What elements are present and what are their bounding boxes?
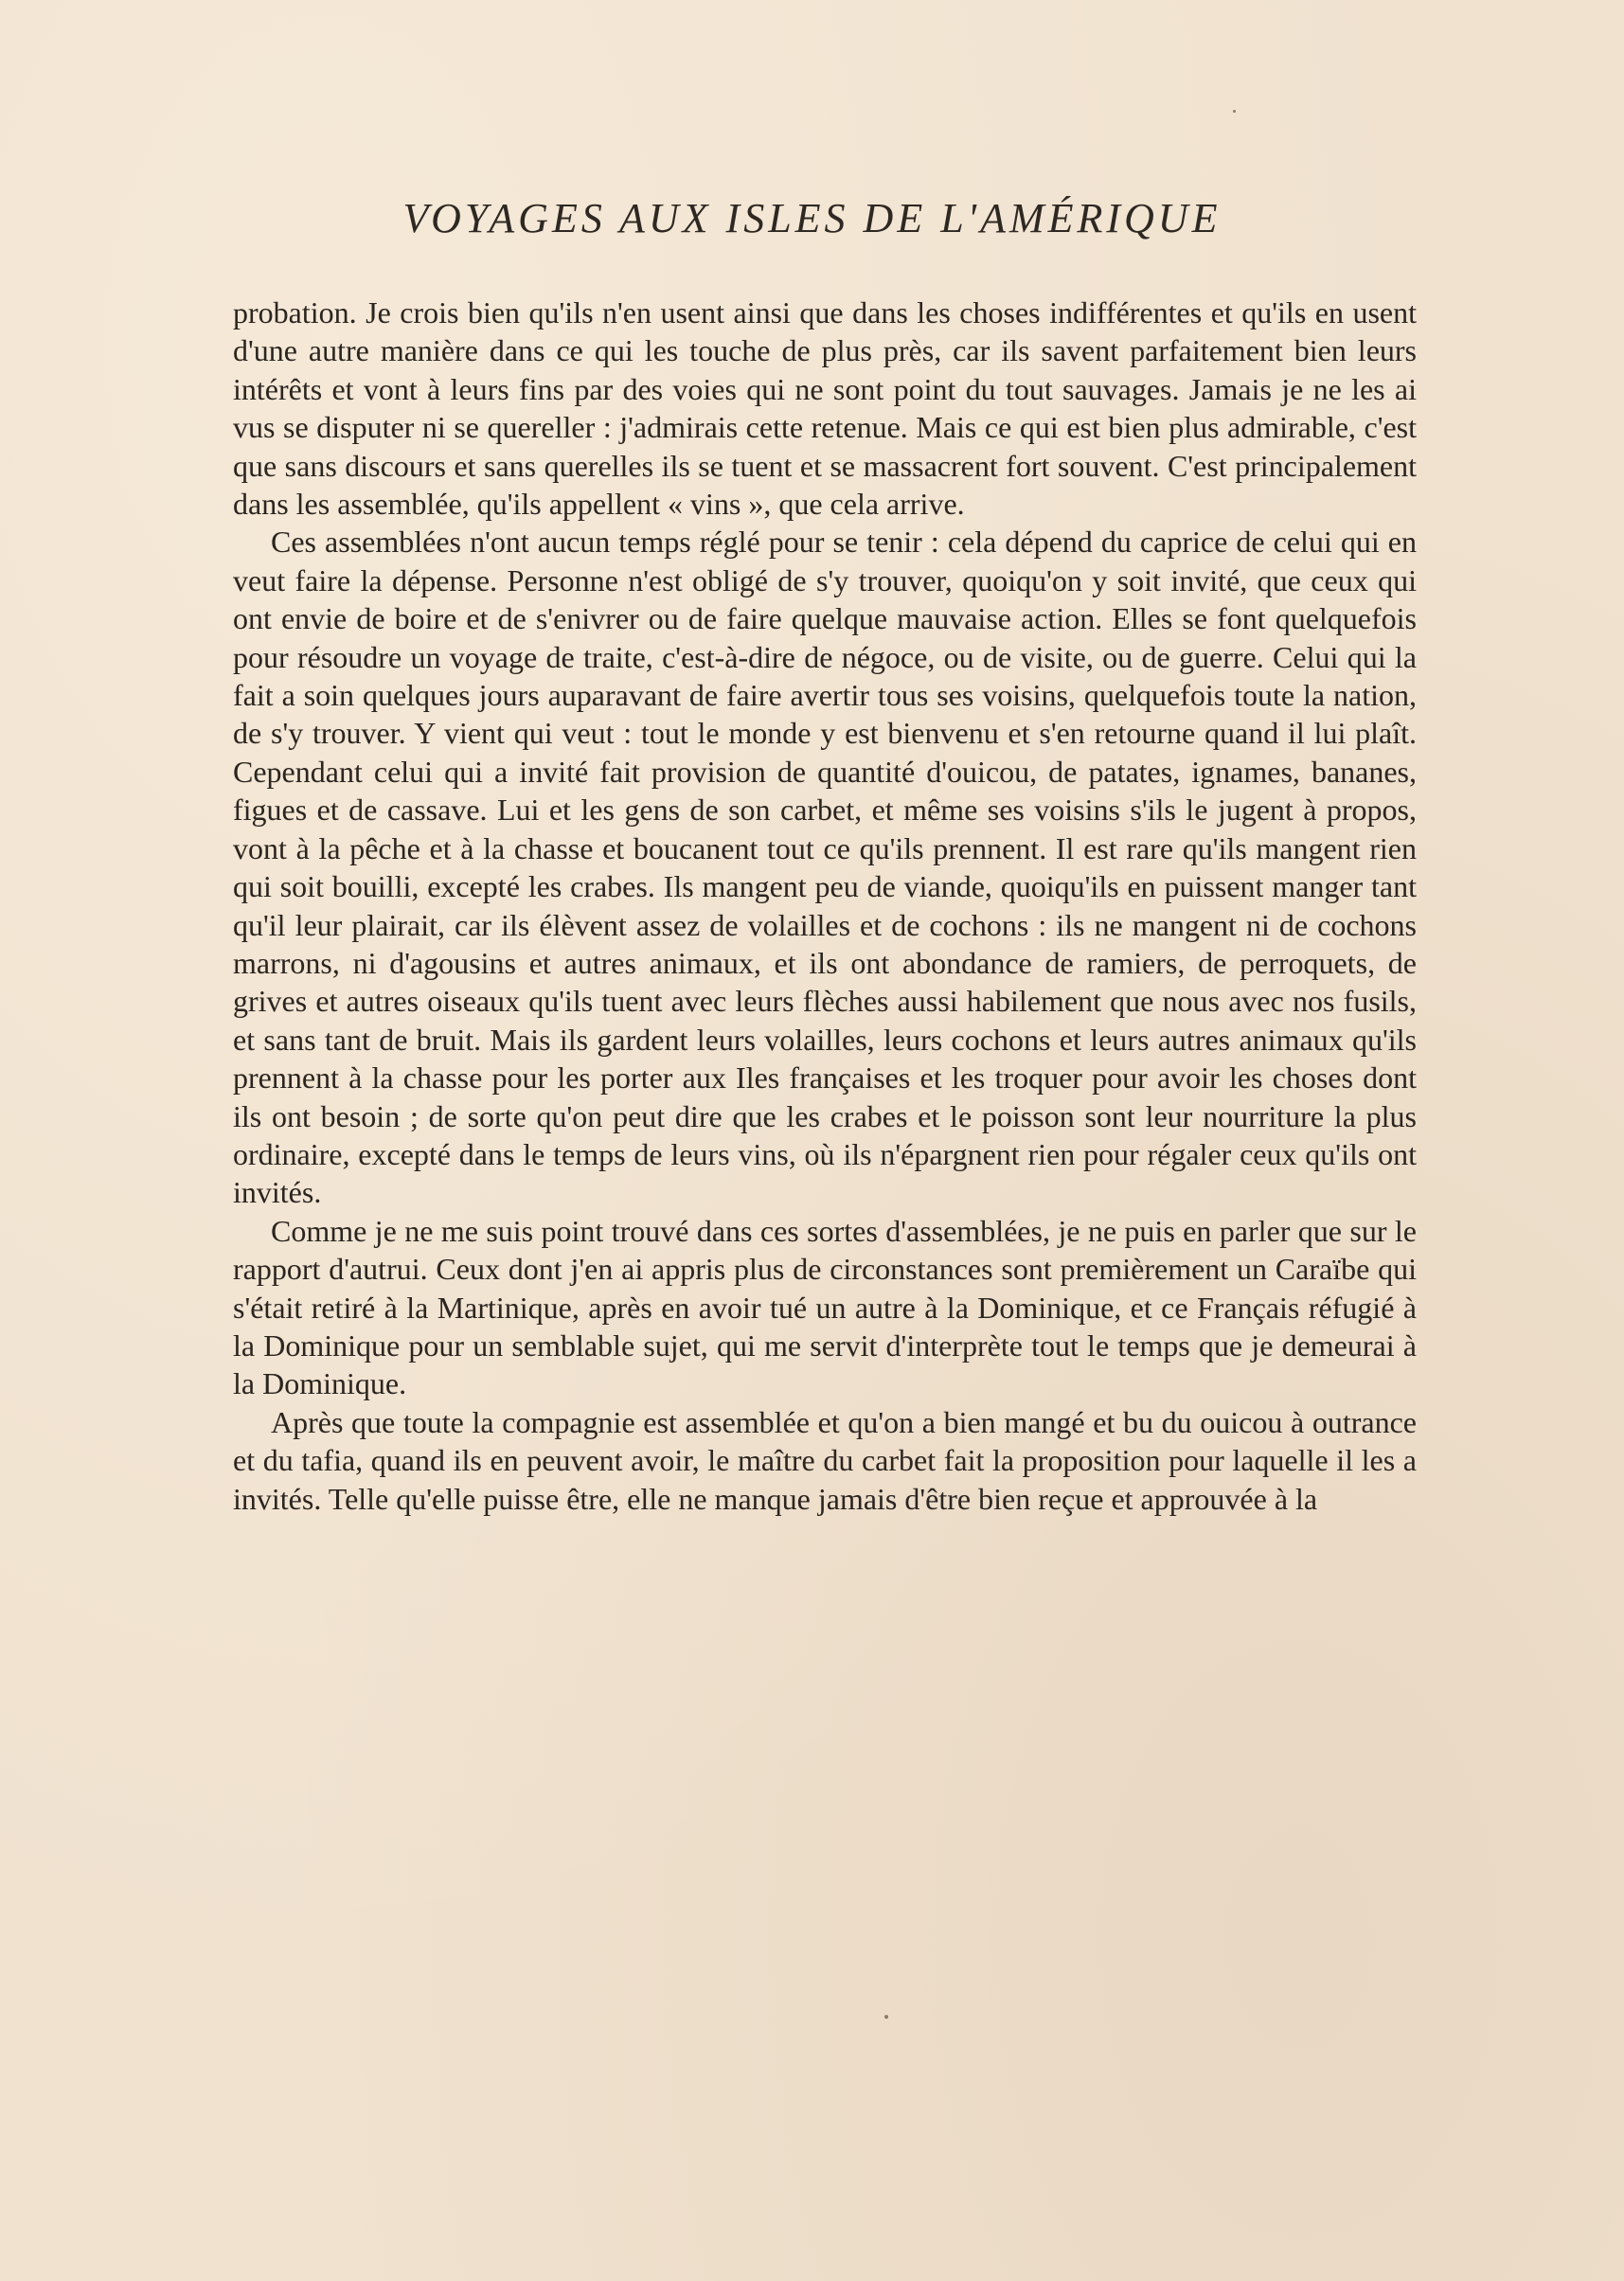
paragraph-proposition: Après que toute la compagnie est assemblée et qu'on a bien mangé et bu du ouicou à outrance et du tafia, quand ils en peuvent avoir, le maître du carbet fait la proposition pour laquelle il les a invités. Telle qu'elle puisse être, elle ne manque jamais d'être bien reçue et approuvée à la: [233, 1404, 1417, 1516]
paper-speck: [884, 2015, 888, 2019]
running-head: VOYAGES AUX ISLES DE L'AMÉRIQUE: [402, 195, 1222, 241]
paragraph-continued: probation. Je crois bien qu'ils n'en usent ainsi que dans les choses indifférentes et qu'ils en usent d'une autre manière dans ce qui les touche de plus près, car ils savent parfaitement bien leurs intérêts et vont à leurs fins par des voies qui ne sont point du tout sauvages. Jamais je ne les ai vus se disputer ni se quereller : j'admirais cette retenue. Mais ce qui est bien plus admirable, c'est que sans discours et sans querelles ils se tuent et se massacrent fort souvent. C'est principalement dans les assemblée, qu'ils appellent « vins », que cela arrive.: [233, 295, 1417, 522]
paragraph-assemblies: Ces assemblées n'ont aucun temps réglé pour se tenir : cela dépend du caprice de celui qui en veut faire la dépense. Personne n'est obligé de s'y trouver, quoiqu'on y soit invité, que ceux qui ont envie de boire et de s'enivrer ou de faire quelque mauvaise action. Elles se font quelquefois pour résoudre un voyage de traite, c'est-à-dire de négoce, ou de visite, ou de guerre. Celui qui la fait a soin quelques jours auparavant de faire avertir tous ses voisins, quelquefois toute la nation, de s'y trouver. Y vient qui veut : tout le monde y est bienvenu et s'en retourne quand il lui plaît. Cependant celui qui a invité fait provision de quantité d'ouicou, de patates, ignames, bananes, figues et de cassave. Lui et les gens de son carbet, et même ses voisins s'ils le jugent à propos, vont à la pêche et à la chasse et boucanent tout ce qu'ils prennent. Il est rare qu'ils mangent rien qui soit bouilli, excepté les crabes. Ils mangent peu de viande, quoiqu'ils en puissent manger tant qu'il leur plairait, car ils élèvent assez de volailles et de cochons : ils ne mangent ni de cochons marrons, ni d'agousins et autres animaux, et ils ont abondance de ramiers, de perroquets, de grives et autres oiseaux qu'ils tuent avec leurs flèches aussi habilement que nous avec nos fusils, et sans tant de bruit. Mais ils gardent leurs volailles, leurs cochons et leurs autres animaux qu'ils prennent à la chasse pour les porter aux Iles françaises et les troquer pour avoir les choses dont ils ont besoin ; de sorte qu'on peut dire que les crabes et le poisson sont leur nourriture la plus ordinaire, excepté dans le temps de leurs vins, où ils n'épargnent rien pour régaler ceux qu'ils ont invités.: [233, 525, 1417, 1210]
paragraph-witnesses: Comme je ne me suis point trouvé dans ces sortes d'assemblées, je ne puis en parler que sur le rapport d'autrui. Ceux dont j'en ai appris plus de circonstances sont premièrement un Caraïbe qui s'était retiré à la Martinique, après en avoir tué un autre à la Dominique, et ce Français réfugié à la Dominique pour un semblable sujet, qui me servit d'interprète tout le temps que je demeurai à la Dominique.: [233, 1213, 1417, 1401]
paper-speck: [1233, 110, 1236, 113]
body-text: [233, 294, 1417, 1518]
